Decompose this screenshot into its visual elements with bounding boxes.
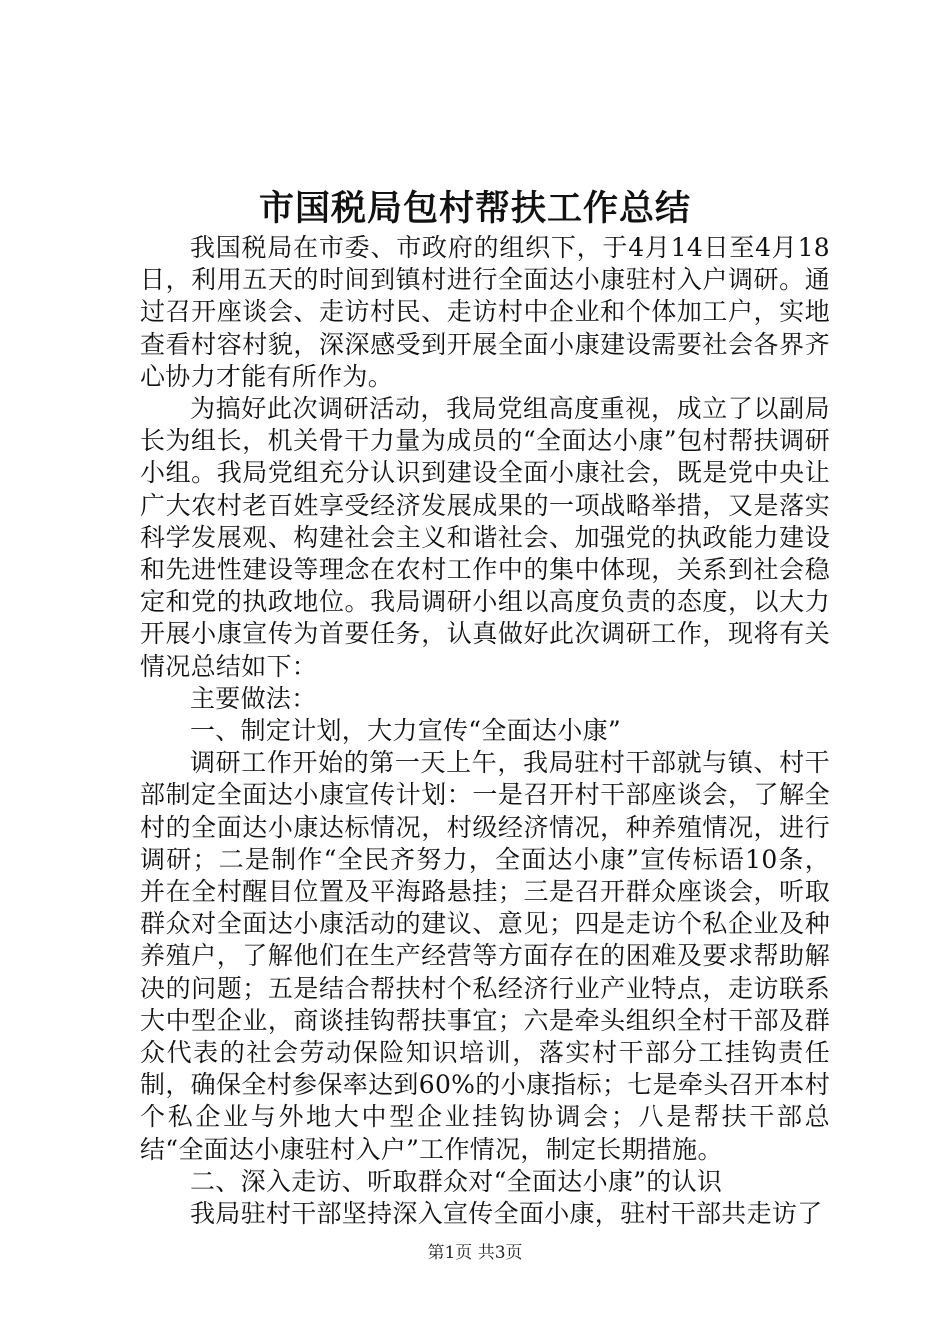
- document-body: [140, 232, 830, 1230]
- paragraph-intro: 我国税局在市委、市政府的组织下，于4月14日至4月18日，利用五天的时间到镇村进行全面达小康驻村入户调研。通过召开座谈会、走访村民、走访村中企业和个体加工户，实地查看村容村貌，深深感受到开展全面小康建设需要社会各界齐心协力才能有所作为。: [140, 233, 830, 391]
- section-heading-2: 二、深入走访、听取群众对“全面达小康”的认识: [190, 1166, 723, 1196]
- paragraph-visits: 我局驻村干部坚持深入宣传全面小康，驻村干部共走访了: [190, 1199, 823, 1229]
- paragraph-plan: 调研工作开始的第一天上午，我局驻村干部就与镇、村干部制定全面达小康宣传计划：一是召开村干部座谈会，了解全村的全面达小康达标情况，村级经济情况，种养殖情况，进行调研；二是制作“全民齐努力，全面达小康”宣传标语10条，并在全村醒目位置及平海路悬挂；三是召开群众座谈会，听取群众对全面达小康活动的建议、意见；四是走访个私企业及种养殖户，了解他们在生产经营等方面存在的困难及要求帮助解决的问题；五是结合帮扶村个私经济行业产业特点，走访联系大中型企业，商谈挂钩帮扶事宜；六是牵头组织全村干部及群众代表的社会劳动保险知识培训，落实村干部分工挂钩责任制，确保全村参保率达到60%的小康指标；七是牵头召开本村个私企业与外地大中型企业挂钩协调会；八是帮扶干部总结“全面达小康驻村入户”工作情况，制定长期措施。: [140, 748, 830, 1164]
- document-title: 市国税局包村帮扶工作总结: [258, 188, 691, 229]
- page-footer: 第1页 共3页: [427, 1243, 523, 1263]
- section-heading-1: 一、制定计划，大力宣传“全面达小康”: [190, 716, 621, 746]
- section-label-main-methods: 主要做法：: [190, 683, 317, 713]
- paragraph-organization: 为搞好此次调研活动，我局党组高度重视，成立了以副局长为组长，机关骨干力量为成员的“全面达小康”包村帮扶调研小组。我局党组充分认识到建设全面小康社会，既是党中央让广大农村老百姓享受经济发展成果的一项战略举措，又是落实科学发展观、构建社会主义和谐社会、加强党的执政能力建设和先进性建设等理念在农村工作中的集中体现，关系到社会稳定和党的执政地位。我局调研小组以高度负责的态度，以大力开展小康宣传为首要任务，认真做好此次调研工作，现将有关情况总结如下：: [140, 394, 830, 681]
